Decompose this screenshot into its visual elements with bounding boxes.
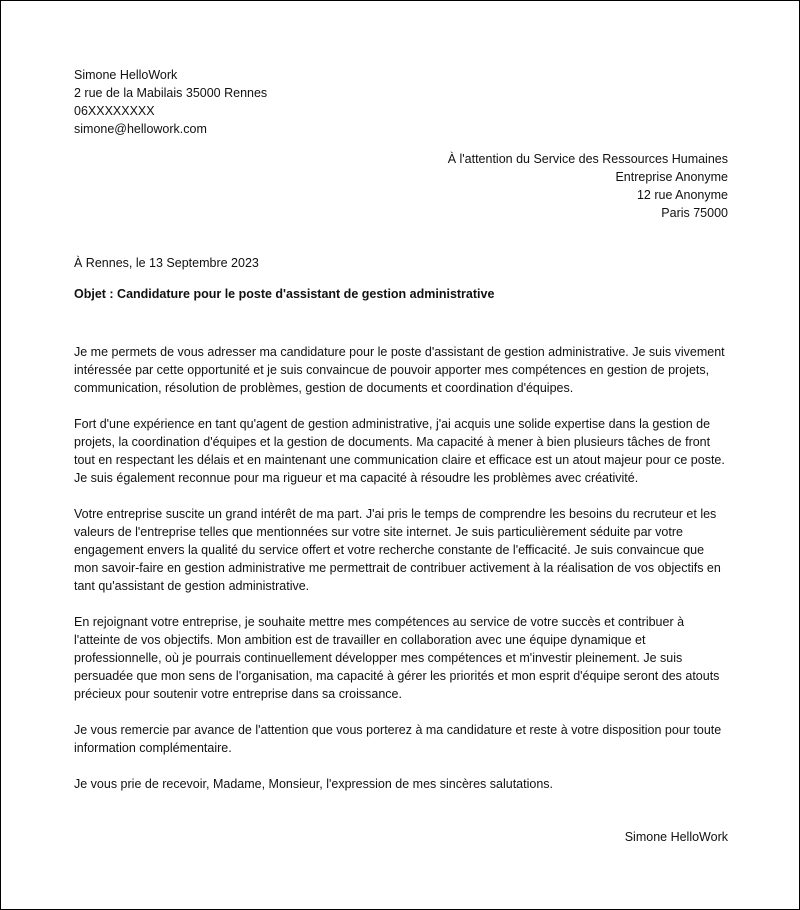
sender-block bbox=[74, 66, 267, 138]
body-paragraph: Fort d'une expérience en tant qu'agent de gestion administrative, j'ai acquis une solide expertise dans la gestion de projets, la coordination d'équipes et la gestion de documents. Ma capacité à mener à bien plusieurs tâches de front tout en respectant les délais et en maintenant une communication claire et efficace est un atout majeur pour ce poste. Je suis également reconnue pour ma rigueur et ma capacité à résoudre les problèmes avec créativité. bbox=[74, 417, 725, 485]
recipient-street: 12 rue Anonyme bbox=[636, 188, 728, 202]
sender-name: Simone HelloWork bbox=[74, 68, 178, 82]
body-paragraph: Je vous remercie par avance de l'attention que vous porterez à ma candidature et reste à votre disposition pour toute information complémentaire. bbox=[74, 723, 722, 755]
sender-address: 2 rue de la Mabilais 35000 Rennes bbox=[74, 86, 268, 100]
body-paragraph: En rejoignant votre entreprise, je souhaite mettre mes compétences au service de votre succès et contribuer à l'atteinte de vos objectifs. Mon ambition est de travailler en collaboration avec une équipe dynamique et professionnelle, où je pourrais continuellement développer mes compétences et m'investir pleinement. Je suis persuadée que mon sens de l'organisation, ma capacité à gérer les priorités et mon esprit d'équipe seront des atouts précieux pour soutenir votre entreprise dans sa croissance. bbox=[74, 615, 720, 701]
recipient-company: Entreprise Anonyme bbox=[615, 170, 728, 184]
sender-email: simone@hellowork.com bbox=[74, 122, 207, 136]
recipient-attention: À l'attention du Service des Ressources Humaines bbox=[447, 152, 728, 166]
letter-body bbox=[74, 343, 729, 811]
signature: Simone HelloWork bbox=[624, 830, 728, 844]
body-paragraph: Je me permets de vous adresser ma candidature pour le poste d'assistant de gestion administrative. Je suis vivement intéressée par cette opportunité et je suis convaincue de pouvoir apporter mes compétences en gestion de projets, communication, résolution de problèmes, gestion de documents et coordination d'équipes. bbox=[74, 345, 725, 395]
closing-paragraph: Je vous prie de recevoir, Madame, Monsieur, l'expression de mes sincères salutations. bbox=[74, 777, 554, 791]
recipient-block bbox=[448, 150, 728, 222]
recipient-city: Paris 75000 bbox=[661, 206, 728, 220]
letter-subject: Objet : Candidature pour le poste d'assistant de gestion administrative bbox=[74, 287, 495, 301]
letter-date: À Rennes, le 13 Septembre 2023 bbox=[74, 256, 259, 270]
body-paragraph: Votre entreprise suscite un grand intérêt de ma part. J'ai pris le temps de comprendre les besoins du recruteur et les valeurs de l'entreprise telles que mentionnées sur votre site internet. Je suis particulièrement séduite par votre engagement envers la qualité du service offert et votre recherche constante de l'efficacité. Je suis convaincue que mon savoir-faire en gestion administrative me permettrait de contribuer activement à la réalisation de vos objectifs en tant qu'assistant de gestion administrative. bbox=[74, 507, 721, 593]
sender-phone: 06XXXXXXXX bbox=[74, 104, 155, 118]
